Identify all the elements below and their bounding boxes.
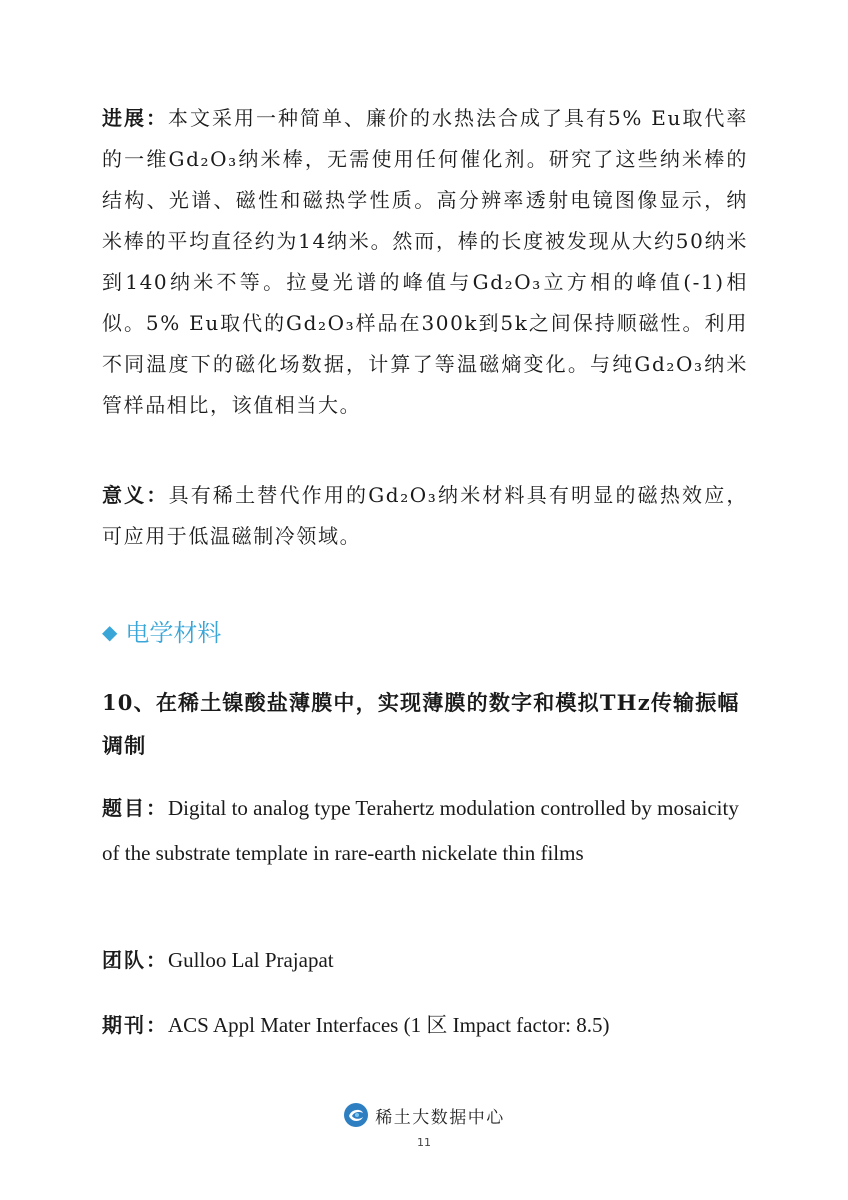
topic-value: Digital to analog type Terahertz modulation controlled by mosaicity of the substrate template in rare-earth nickelate thin films xyxy=(102,796,739,865)
team-label: 团队： xyxy=(102,948,168,972)
progress-label: 进展： xyxy=(102,106,169,130)
journal-value: ACS Appl Mater Interfaces (1 区 Impact factor: 8.5) xyxy=(168,1013,610,1037)
section-title: 电学材料 xyxy=(125,619,222,647)
footer-brand-text: 稀土大数据中心 xyxy=(375,1107,505,1128)
journal-label: 期刊： xyxy=(102,1013,168,1037)
article-heading: 10、在稀土镍酸盐薄膜中，实现薄膜的数字和模拟THz传输振幅调制 xyxy=(102,690,740,758)
significance-text: 具有稀土替代作用的Gd₂O₃纳米材料具有明显的磁热效应，可应用于低温磁制冷领域。 xyxy=(102,483,748,548)
significance-paragraph xyxy=(102,475,748,557)
topic-label: 题目： xyxy=(102,796,168,820)
team-value: Gulloo Lal Prajapat xyxy=(168,948,334,972)
section-heading xyxy=(102,612,221,653)
logo-icon xyxy=(343,1102,369,1128)
progress-text: 本文采用一种简单、廉价的水热法合成了具有5% Eu取代率的一维Gd₂O₃纳米棒，无需使用任何催化剂。研究了这些纳米棒的结构、光谱、磁性和磁热学性质。高分辨率透射电镜图像显示，纳米棒的平均直径约为14纳米。然而，棒的长度被发现从大约50纳米到140纳米不等。拉曼光谱的峰值与Gd₂O₃立方相的峰值(-1)相似。5% Eu取代的Gd₂O₃样品在300k到5k之间保持顺磁性。利用不同温度下的磁化场数据，计算了等温磁熵变化。与纯Gd₂O₃纳米管样品相比，该值相当大。 xyxy=(102,106,748,417)
journal-field xyxy=(102,1003,742,1048)
page-footer xyxy=(0,1102,848,1149)
team-field xyxy=(102,938,742,983)
page-number: 11 xyxy=(417,1136,431,1149)
topic-field xyxy=(102,786,742,876)
footer-brand xyxy=(343,1102,505,1128)
significance-label: 意义： xyxy=(102,483,169,507)
diamond-icon: ◆ xyxy=(102,620,118,644)
progress-paragraph xyxy=(102,98,748,426)
